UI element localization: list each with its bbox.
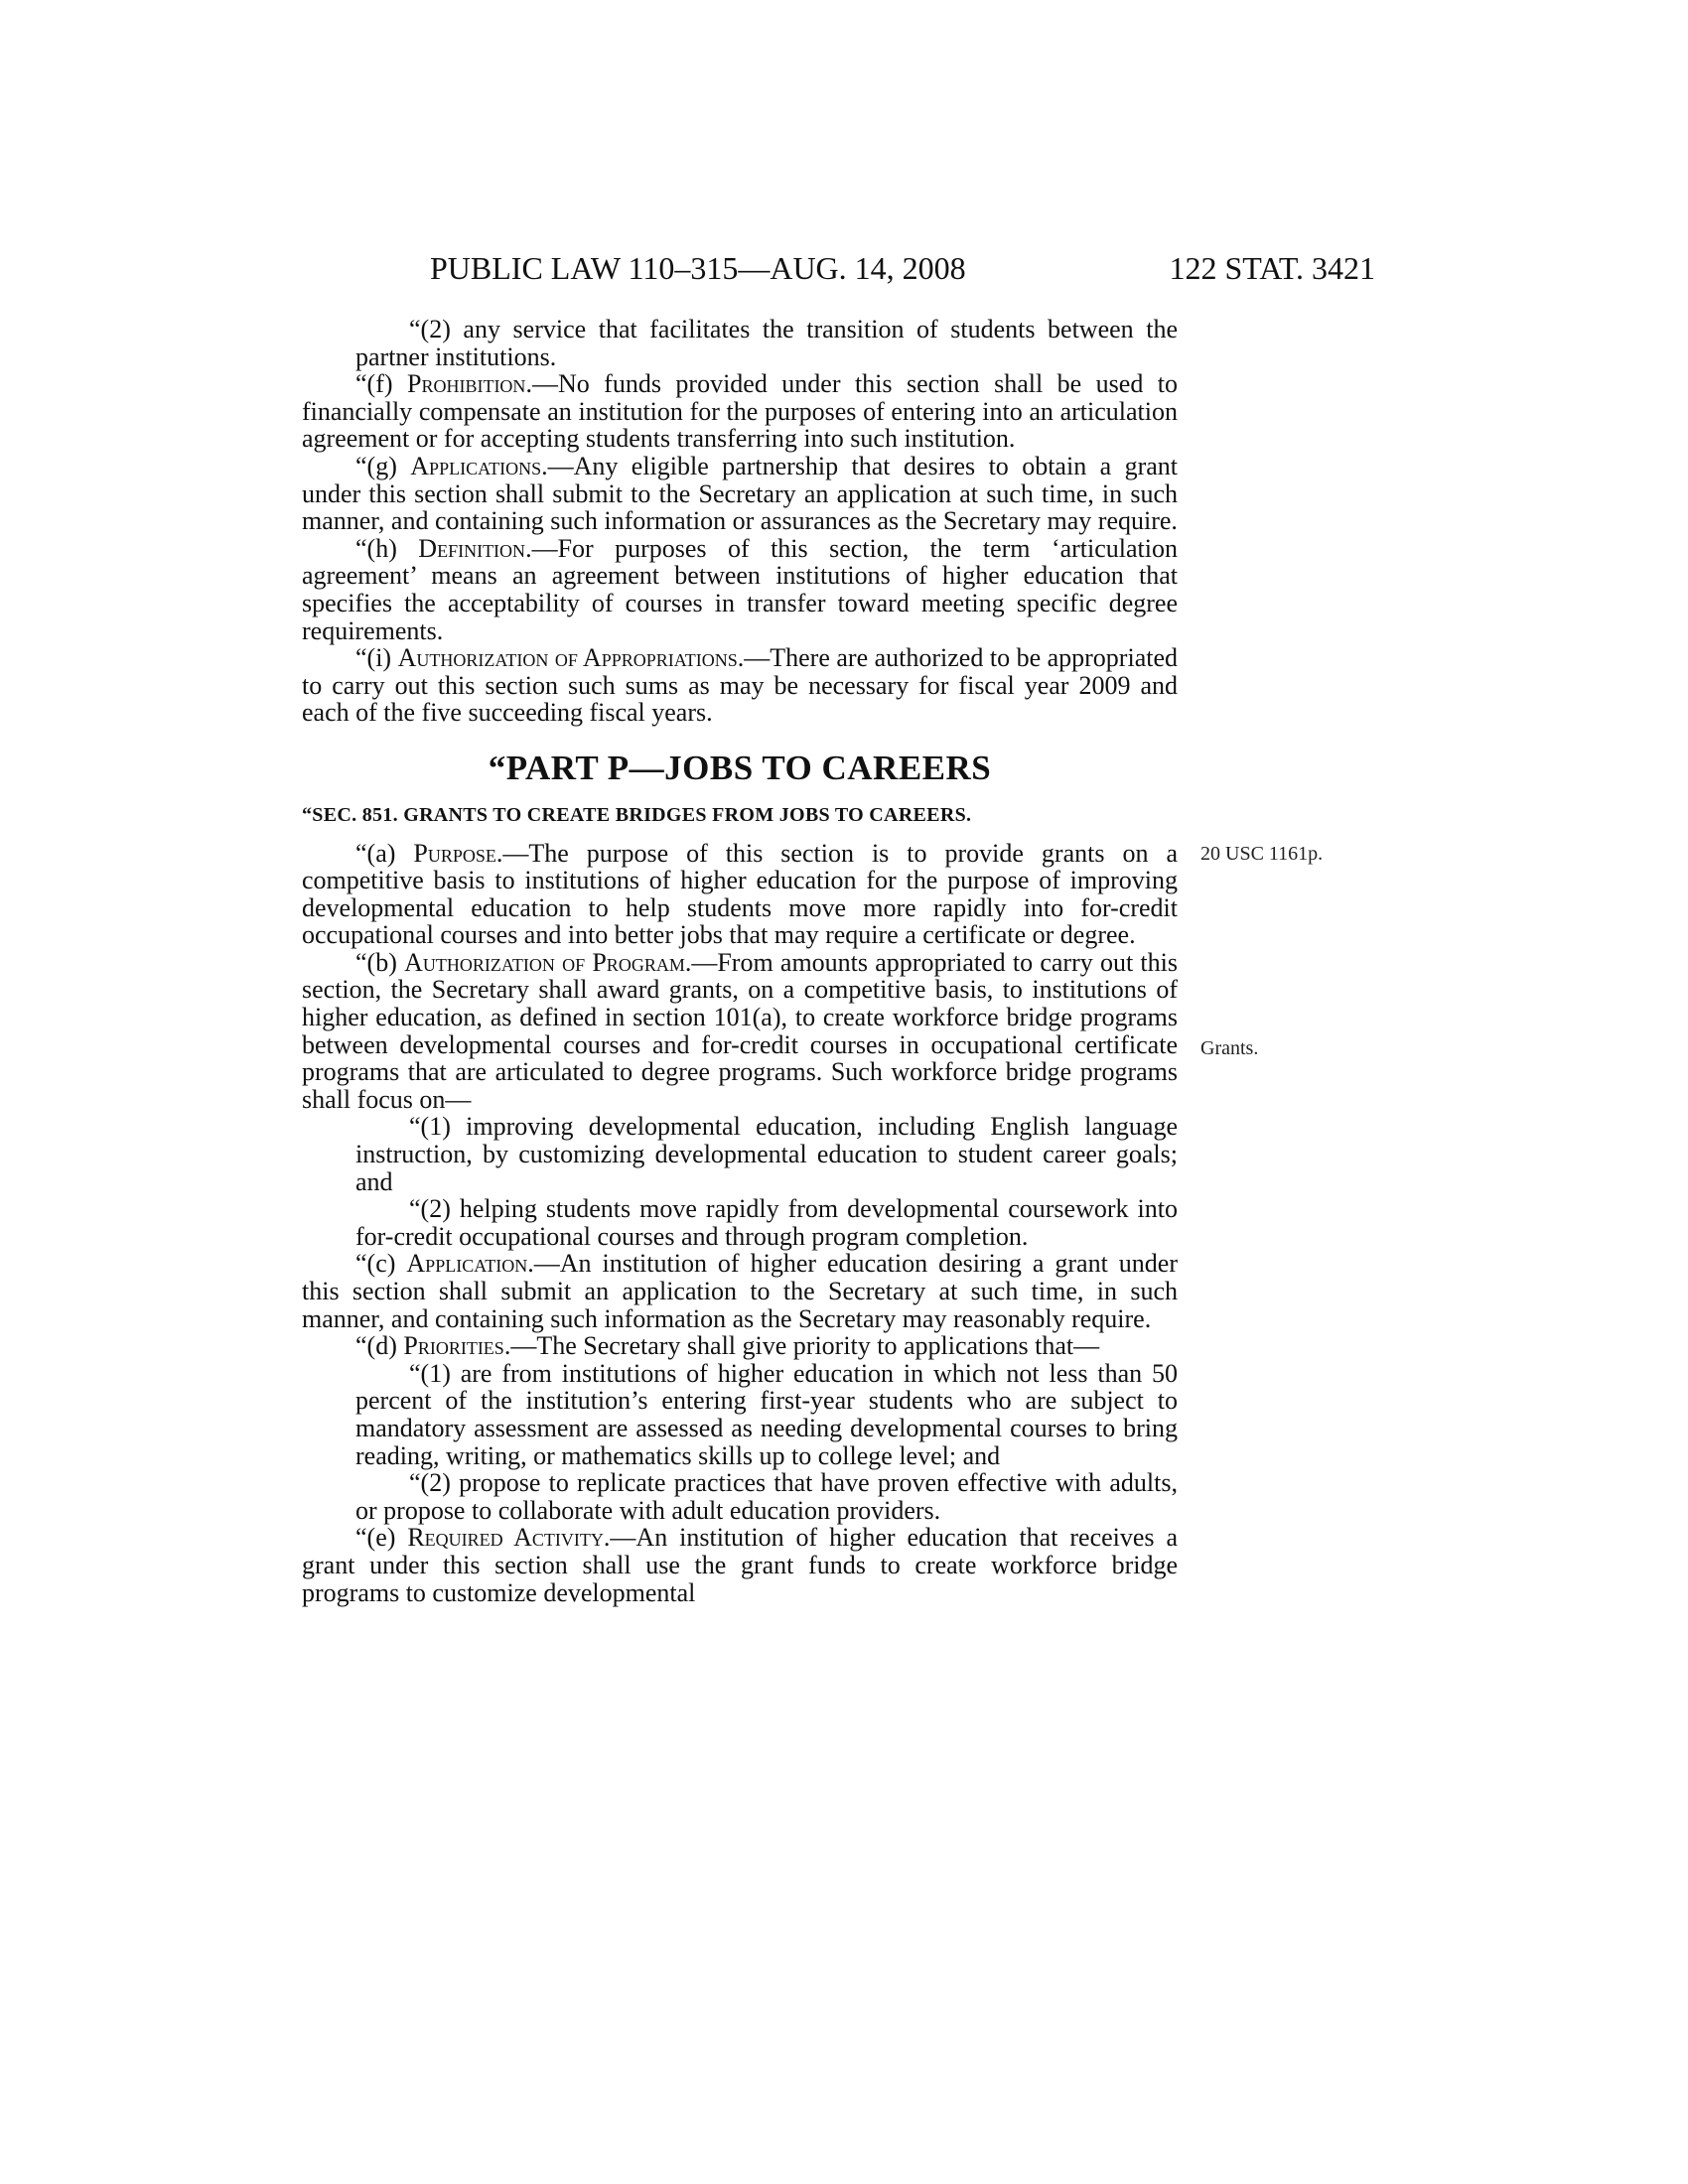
paragraph-b-body: .—From amounts appropriated to carry out this section, the Secretary shall award grants, on a competitive basis, to institutions of higher education, as defined in section 101(a), to create workforce bridge programs between developmental courses and for-credit courses in occupational certificate programs that are articulated to degree programs. Such workforce bridge programs shall focus on— — [302, 947, 1178, 1114]
paragraph-d2: “(2) propose to replicate practices that have proven effective with adults, or propose to collaborate with adult education providers. — [355, 1468, 1178, 1525]
paragraph-e-body: .—An institution of higher education that receives a grant under this section shall use the grant funds to create workforce bridge programs to customize developmental — [302, 1523, 1178, 1607]
paragraph-c — [302, 1250, 1178, 1332]
header-law-citation: PUBLIC LAW 110–315—AUG. 14, 2008 — [430, 250, 966, 286]
paragraph-b — [302, 949, 1178, 1114]
paragraph-e — [302, 1524, 1178, 1606]
paragraph-d1: “(1) are from institutions of higher education in which not less than 50 percent of the institution’s entering first-year students who are subject to mandatory assessment are assessed as needing developmental courses to bring reading, writing, or mathematics skills up to college level; and — [355, 1358, 1178, 1470]
paragraph-d — [302, 1332, 1178, 1360]
paragraph-a — [302, 840, 1178, 949]
paragraph-i-body: .—There are authorized to be appropriated to carry out this section such sums as may be necessary for fiscal year 2009 and each of the five succeeding fiscal years. — [302, 643, 1178, 728]
paragraph-a-prefix: “(a) — [355, 838, 414, 868]
part-heading: “PART P—JOBS TO CAREERS — [488, 748, 992, 787]
paragraph-h-body: .—For purposes of this section, the term ‘articulation agreement’ means an agreement between institutions of higher education that specifies the acceptability of courses in transfer toward meeting specific degree requirements. — [302, 533, 1178, 645]
paragraph-e-heading: Required Activity — [407, 1523, 604, 1553]
paragraph-g-body: .—Any eligible partnership that desires to obtain a grant under this section shall submit to the Secretary an application at such time, in such manner, and containing such information or assurances as the Secretary may require. — [302, 451, 1178, 536]
paragraph-i-heading: Authorization of Appropriations — [397, 643, 738, 673]
paragraph-h — [302, 535, 1178, 644]
paragraph-g-prefix: “(g) — [355, 451, 411, 480]
paragraph-b2: “(2) helping students move rapidly from developmental coursework into for-credit occupational courses and through program completion. — [355, 1194, 1178, 1251]
margin-note-grants: Grants. — [1200, 1037, 1259, 1059]
body-text — [302, 316, 1178, 1606]
margin-note-usc: 20 USC 1161p. — [1200, 843, 1324, 865]
paragraph-d-body: .—The Secretary shall give priority to applications that— — [503, 1331, 1100, 1361]
paragraph-i-prefix: “(i) — [355, 643, 398, 673]
running-head — [430, 250, 1375, 290]
paragraph-b1: “(1) improving developmental education, including English language instruction, by customizing developmental education to student career goals; and — [355, 1112, 1178, 1196]
section-heading: “SEC. 851. GRANTS TO CREATE BRIDGES FROM JOBS TO CAREERS. — [302, 803, 972, 826]
paragraph-f-heading: Prohibition — [406, 369, 526, 399]
paragraph-b-heading: Authorization of Program — [404, 947, 685, 977]
paragraph-h-prefix: “(h) — [355, 533, 419, 563]
paragraph-d-heading: Priorities — [403, 1331, 504, 1361]
paragraph-g-heading: Applications — [410, 451, 542, 480]
paragraph-f — [302, 370, 1178, 453]
paragraph-e2: “(2) any service that facilitates the transition of students between the partner institutions. — [355, 315, 1178, 371]
paragraph-i — [302, 644, 1178, 727]
paragraph-g — [302, 453, 1178, 535]
paragraph-a-body: .—The purpose of this section is to provide grants on a competitive basis to institutions of higher education for the purpose of improving developmental education to help students move more rapidly into for-credit occupational courses and into better jobs that may require a certificate or degree. — [302, 838, 1178, 950]
paragraph-f-prefix: “(f) — [355, 369, 407, 399]
paragraph-f-body: .—No funds provided under this section shall be used to financially compensate an institution for the purposes of entering into an articulation agreement or for accepting students transferring into such institution. — [302, 369, 1178, 454]
paragraph-a-heading: Purpose — [413, 838, 496, 868]
paragraph-c-prefix: “(c) — [355, 1249, 407, 1279]
header-stat-page: 122 STAT. 3421 — [1169, 250, 1375, 286]
paragraph-c-heading: Application — [406, 1249, 528, 1279]
paragraph-c-body: .—An institution of higher education desiring a grant under this section shall submit an application to the Secretary at such time, in such manner, and containing such information as the Secretary may reasonably require. — [302, 1249, 1178, 1333]
paragraph-b-prefix: “(b) — [355, 947, 405, 977]
paragraph-h-heading: Definition — [418, 533, 526, 563]
paragraph-d-prefix: “(d) — [355, 1331, 404, 1361]
paragraph-e-prefix: “(e) — [355, 1523, 408, 1553]
